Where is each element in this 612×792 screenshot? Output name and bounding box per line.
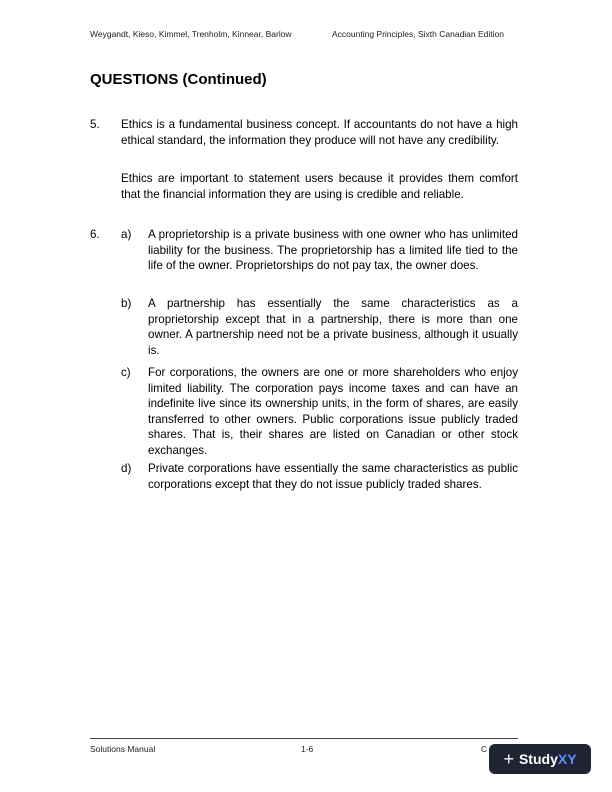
section-title: QUESTIONS (Continued) [90, 71, 267, 88]
question-6-part-a-text: A proprietorship is a private business with one owner who has unlimited liability for the business. The proprietorship has a limited life tied to the life of the owner. Proprietorships do not pay tax, the owner does. [148, 228, 518, 273]
footer-manual-label: Solutions Manual [90, 744, 156, 754]
badge-xy-text: XY [557, 751, 577, 767]
question-6-part-c-label: c) [121, 366, 131, 379]
studyxy-badge[interactable] [489, 744, 591, 774]
question-5-number: 5. [90, 118, 100, 131]
footer-page-number: 1-6 [301, 744, 314, 754]
running-header-book-title: Accounting Principles, Sixth Canadian Edition [332, 29, 504, 39]
question-6-part-d-label: d) [121, 462, 132, 475]
question-6-part-a-label: a) [121, 228, 132, 241]
question-6-part-d-text: Private corporations have essentially the same characteristics as public corporations except that they do not issue publicly traded shares. [148, 462, 518, 491]
running-header-authors: Weygandt, Kieso, Kimmel, Trenholm, Kinnear, Barlow [90, 29, 292, 39]
question-6-number: 6. [90, 228, 100, 241]
question-6-part-c-text: For corporations, the owners are one or more shareholders who enjoy limited liability. The corporation pays income taxes and can have an indefinite live since its ownership units, in the form of shares, are easily transferred to other owners. Public corporations issue publicly traded shares. That is, their shares are listed on Canadian or other stock exchanges. [148, 366, 518, 457]
question-6-part-b-label: b) [121, 297, 132, 310]
badge-study-text: Study [518, 751, 558, 767]
footer-divider [90, 738, 518, 739]
question-6-part-b-text: A partnership has essentially the same characteristics as a proprietorship except that in a partnership, there is more than one owner. A partnership need not be a private business, although it usually is. [148, 297, 518, 357]
plus-icon: + [503, 748, 514, 769]
footer-right-text: C [481, 744, 488, 754]
question-5-paragraph-1: Ethics is a fundamental business concept. If accountants do not have a high ethical standard, the information they produce will not have any credibility. [121, 118, 518, 147]
question-5-paragraph-2: Ethics are important to statement users because it provides them comfort that the financial information they are using is credible and reliable. [121, 172, 518, 201]
